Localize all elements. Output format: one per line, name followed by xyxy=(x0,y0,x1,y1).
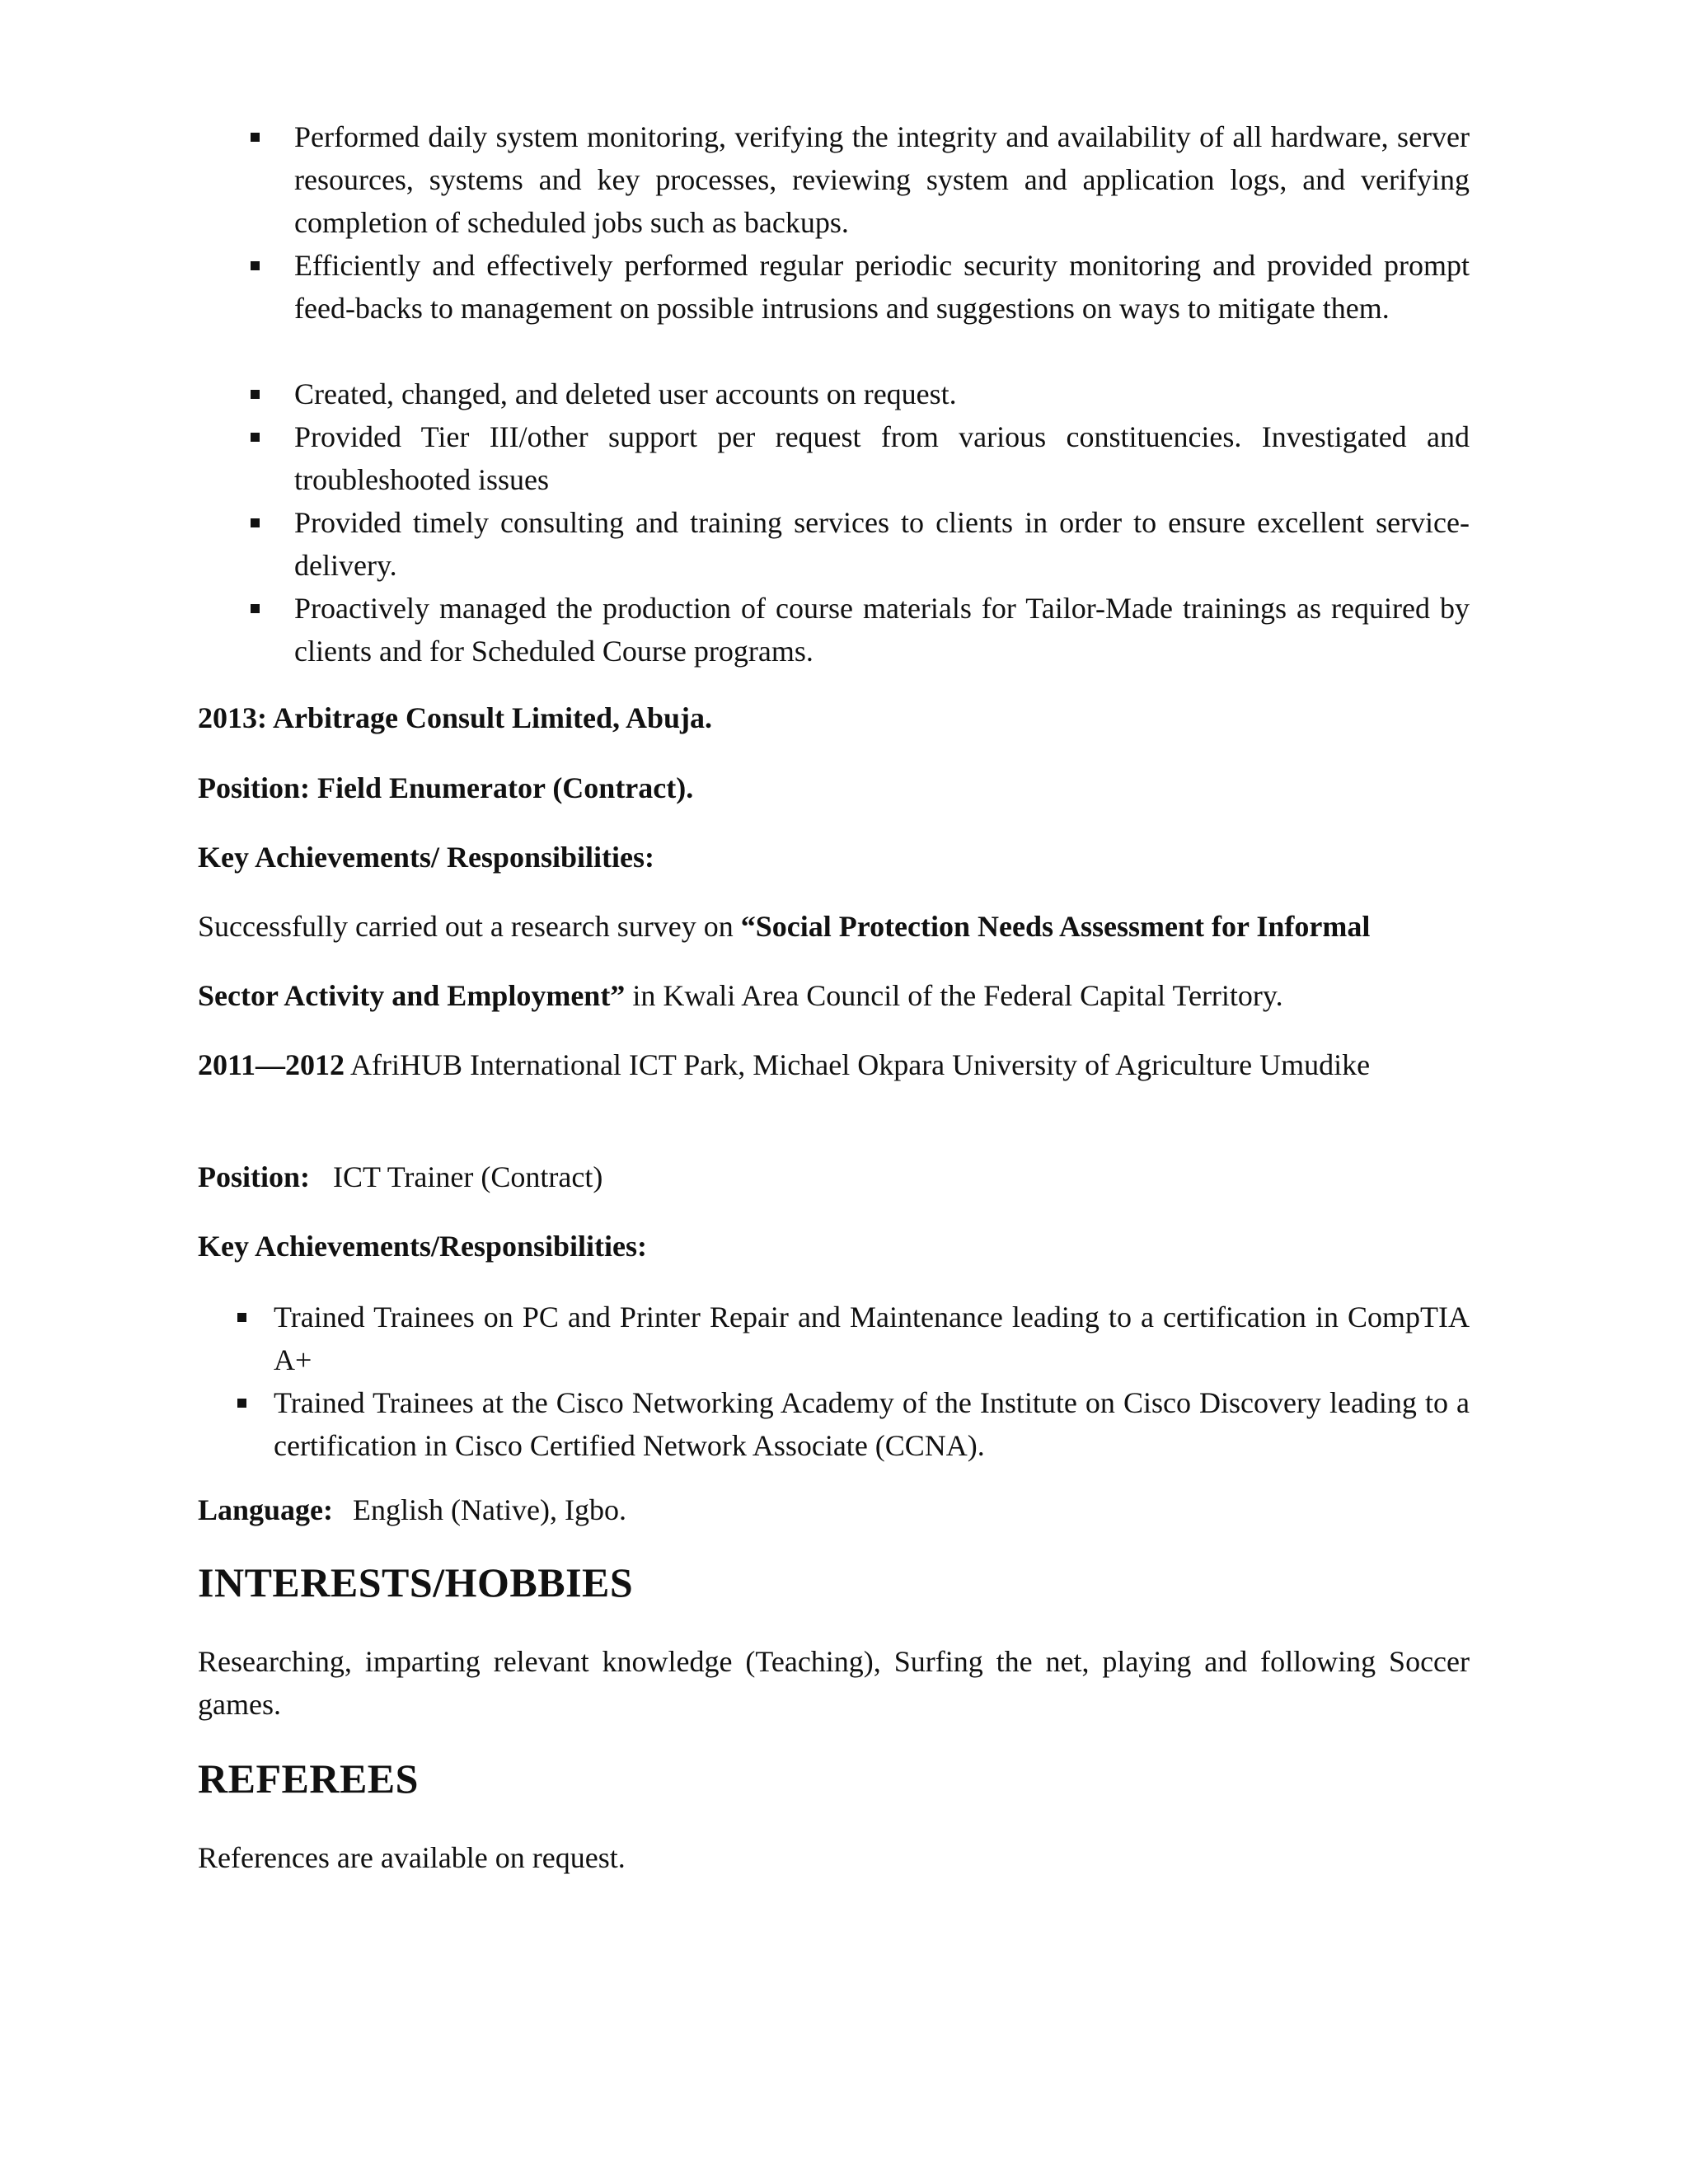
list-item xyxy=(198,115,1470,244)
position-value: ICT Trainer (Contract) xyxy=(333,1160,603,1193)
list-item-text: Provided Tier III/other support per request from various constituencies. Investigated and troubleshooted issues xyxy=(294,420,1470,496)
list-item xyxy=(198,587,1470,673)
interests-text: Researching, imparting relevant knowledge (Teaching), Surfing the net, playing and following Soccer games. xyxy=(198,1645,1470,1721)
bullet-icon xyxy=(251,261,260,270)
job-years-afrihub: 2011—2012 xyxy=(198,1048,345,1081)
position-afrihub xyxy=(198,1155,1470,1198)
bullet-icon xyxy=(237,1399,246,1408)
survey-title-line1: “Social Protection Needs Assessment for Informal xyxy=(740,910,1371,943)
job-title-afrihub xyxy=(198,1043,1470,1086)
bullet-icon xyxy=(237,1313,246,1322)
survey-summary-line2 xyxy=(198,974,1470,1017)
key-achievements-label-afrihub: Key Achievements/Responsibilities: xyxy=(198,1230,647,1263)
bullet-icon xyxy=(251,604,260,613)
language-line xyxy=(198,1488,1470,1531)
survey-summary-prefix: Successfully carried out a research survey on xyxy=(198,910,741,943)
bullet-icon xyxy=(251,518,260,527)
list-item xyxy=(198,373,1470,415)
list-item-text: Created, changed, and deleted user accounts on request. xyxy=(294,377,957,410)
list-item-text: Trained Trainees at the Cisco Networking Academy of the Institute on Cisco Discovery leading to a certification in Cisco Certified Network Associate (CCNA). xyxy=(274,1386,1470,1462)
bullet-icon xyxy=(251,133,260,142)
list-item xyxy=(198,1381,1470,1467)
position-arbitrage: Position: Field Enumerator (Contract). xyxy=(198,771,694,804)
list-item-text: Performed daily system monitoring, verifying the integrity and availability of all hardware, server resources, systems and key processes, reviewing system and application logs, and verifying completion of scheduled jobs such as backups. xyxy=(294,120,1470,239)
list-item xyxy=(198,1296,1470,1381)
list-item-text: Proactively managed the production of course materials for Tailor-Made trainings as required by clients and for Scheduled Course programs. xyxy=(294,592,1470,668)
job-org-afrihub: AfriHUB International ICT Park, Michael Okpara University of Agriculture Umudike xyxy=(345,1048,1371,1081)
survey-summary-suffix: in Kwali Area Council of the Federal Capital Territory. xyxy=(625,979,1283,1012)
job-title-arbitrage: 2013: Arbitrage Consult Limited, Abuja. xyxy=(198,701,713,734)
list-item xyxy=(198,501,1470,587)
survey-title-line2: Sector Activity and Employment” xyxy=(198,979,626,1012)
key-achievements-label-arbitrage: Key Achievements/ Responsibilities: xyxy=(198,841,654,874)
language-value: English (Native), Igbo. xyxy=(353,1493,626,1526)
referees-text: References are available on request. xyxy=(198,1841,626,1874)
survey-summary-line1 xyxy=(198,905,1470,948)
list-item-text: Trained Trainees on PC and Printer Repair and Maintenance leading to a certification in CompTIA A+ xyxy=(274,1301,1470,1376)
bullet-icon xyxy=(251,390,260,399)
list-item xyxy=(198,415,1470,501)
bullet-icon xyxy=(251,433,260,442)
language-label: Language: xyxy=(198,1493,334,1526)
position-label: Position: xyxy=(198,1160,311,1193)
interests-heading: INTERESTS/HOBBIES xyxy=(198,1559,634,1605)
list-item-text: Provided timely consulting and training services to clients in order to ensure excellent service-delivery. xyxy=(294,506,1470,582)
responsibilities-list xyxy=(198,115,1470,673)
list-item-text: Efficiently and effectively performed regular periodic security monitoring and provided prompt feed-backs to management on possible intrusions and suggestions on ways to mitigate them. xyxy=(294,249,1470,325)
afrihub-responsibilities-list xyxy=(198,1296,1470,1467)
referees-heading: REFEREES xyxy=(198,1755,419,1802)
list-item xyxy=(198,244,1470,373)
